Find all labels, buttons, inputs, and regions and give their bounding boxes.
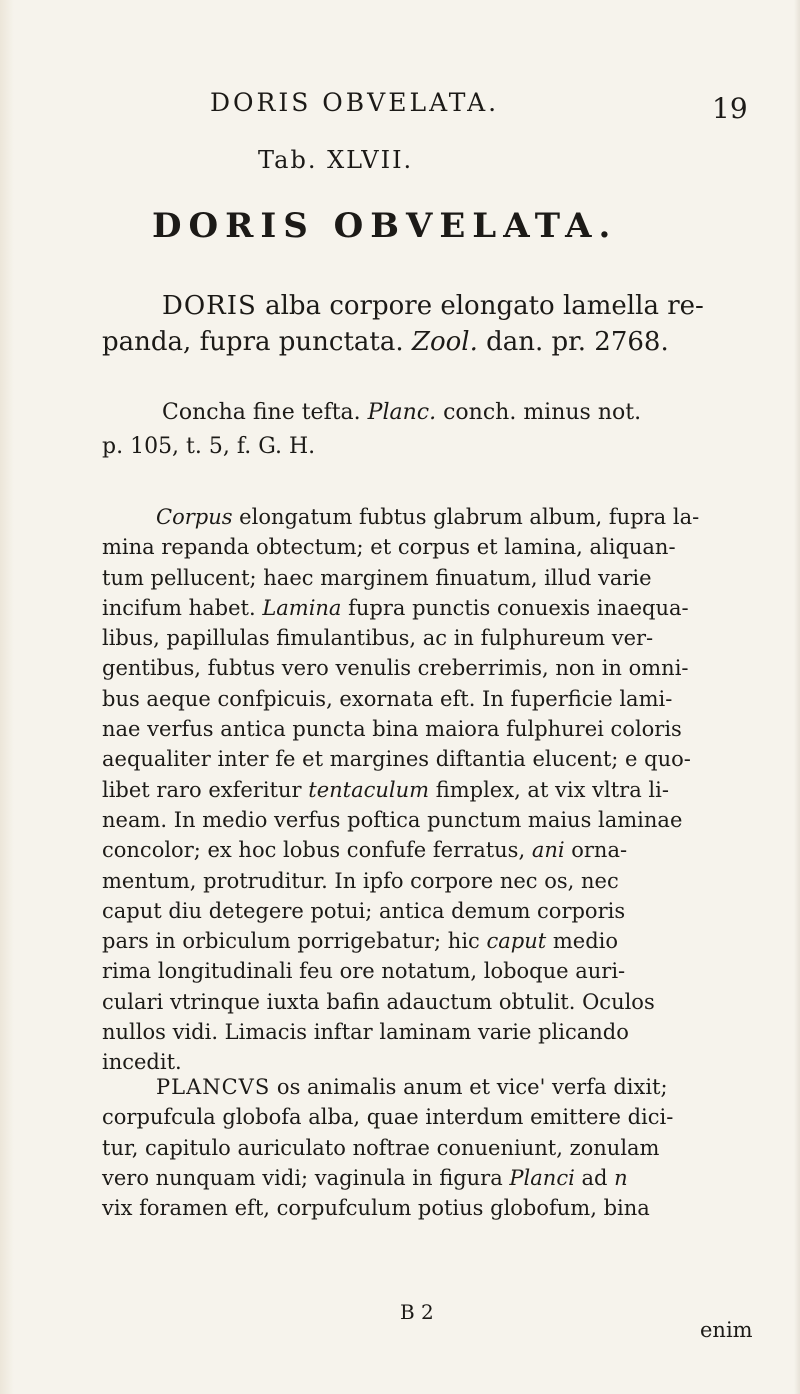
description-text-5: medio rima longitudinali feu ore notatum, loboque auri- culari vtrinque iuxta bafin adauctum obtulit. Oculos nullos vidi. Limacis inftar laminam varie plicando incedit. [102, 929, 655, 1075]
note-paragraph [102, 1072, 772, 1223]
term-ani: ani [531, 838, 565, 863]
reference-paragraph [102, 396, 722, 464]
description-paragraph [102, 502, 758, 1078]
genus-name: DORIS [162, 291, 257, 321]
note-text-3: vix foramen eft, corpufculum potius globofum, bina [102, 1196, 650, 1221]
description-text-2: fupra punctis conuexis inaequa- libus, papillulas fimulantibus, ac in fulphureum ver- gentibus, fubtus vero venulis creberrimis, non in omni- bus aeque confpicuis, exornata eft. In fuperficie lami- nae verfus antica puncta bina maiora fulphurei coloris aequaliter inter fe et margines diftantia elucent; e quo- libet raro exferitur [102, 595, 691, 802]
term-caput: caput [486, 929, 547, 954]
citation-zool: Zool. [411, 327, 478, 357]
term-corpus: Corpus [156, 505, 233, 529]
diagnosis-citation-text: dan. pr. 2768. [477, 327, 669, 357]
reference-author: Planc. [367, 400, 437, 425]
note-text-1: os animalis anum et vice' verfa dixit; corpufcula globofa alba, quae interdum emittere dici- tur, capitulo auriculato noftrae conueniunt, zonulam vero nunquam vidi; vaginula in figura [102, 1075, 674, 1190]
diagnosis-text: alba corpore elongato lamella re- panda, fupra punctata. [102, 291, 704, 357]
description-text-4: orna- mentum, protruditur. In ipfo corpore nec os, nec caput diu detegere potui; antica demum corporis pars in orbiculum porrigebatur; hic [102, 838, 628, 954]
diagnosis-paragraph [102, 288, 742, 360]
term-lamina: Lamina [262, 595, 342, 620]
author-plancus: PLANCVS [156, 1075, 271, 1099]
catchword: enim [700, 1318, 753, 1342]
species-heading: DORIS OBVELATA. [152, 206, 618, 246]
running-head: DORIS OBVELATA. [210, 88, 500, 117]
note-text-2: ad [574, 1165, 615, 1190]
term-n: n [614, 1165, 628, 1190]
page-gutter-shadow [0, 0, 14, 1394]
term-tentaculum: tentaculum [308, 777, 430, 802]
reference-text: Concha fine tefta. [162, 400, 368, 425]
page-edge [794, 0, 800, 1394]
term-planci: Planci [509, 1165, 575, 1190]
signature-mark: B 2 [400, 1300, 434, 1324]
page-number: 19 [712, 92, 748, 125]
reference-detail: conch. minus not. p. 105, t. 5, f. G. H. [102, 400, 642, 459]
description-text-3: fimplex, at vix vltra li- neam. In medio verfus poftica punctum maius laminae concolor; ex hoc lobus confufe ferratus, [102, 777, 683, 863]
plate-label: Tab. XLVII. [258, 146, 414, 174]
description-text-1: elongatum fubtus glabrum album, fupra la- mina repanda obtectum; et corpus et lamina, aliquan- tum pellucent; haec marginem finuatum, illud varie incifum habet. [102, 505, 700, 620]
